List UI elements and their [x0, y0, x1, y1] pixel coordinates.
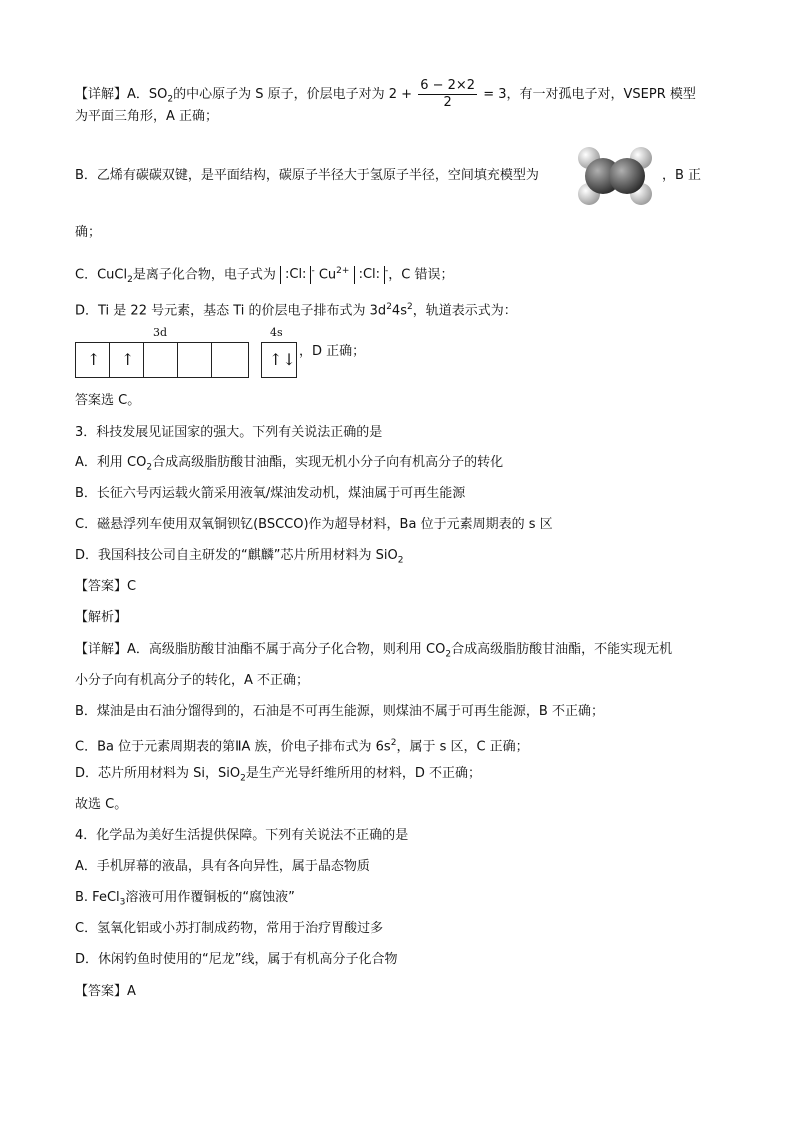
- text: 溶液可用作覆铜板的“腐蚀液”: [125, 890, 295, 905]
- detail-a-line2: [75, 108, 218, 126]
- subscript: 2: [445, 649, 452, 660]
- text: B．乙烯有碳碳双键，是平面结构，碳原子半径大于氢原子半径，空间填充模型为: [75, 168, 539, 183]
- text: 答案选 C。: [75, 393, 141, 408]
- text: D．休闲钓鱼时使用的“尼龙”线，属于有机高分子化合物: [75, 952, 398, 967]
- q3-conclusion: [75, 796, 127, 814]
- text: 3．科技发展见证国家的强大。下列有关说法正确的是: [75, 425, 383, 440]
- text: :Cl:: [284, 267, 307, 283]
- q3-detail-d: [75, 765, 481, 788]
- text: D．我国科技公司自主研发的“麒麟”芯片所用材料为 SiO: [75, 548, 398, 563]
- text: ，D 正确；: [299, 344, 366, 359]
- text: 【答案】C: [75, 579, 137, 594]
- q3-option-b: [75, 485, 465, 503]
- text: ，轨道表示式为：: [412, 303, 517, 319]
- q3-option-a: [75, 454, 503, 477]
- text: 【详解】A．高级脂肪酸甘油酯不属于高分子化合物，则利用 CO: [75, 642, 446, 657]
- text: C．氢氧化铝或小苏打制成药物，常用于治疗胃酸过多: [75, 921, 384, 936]
- q3-answer: [75, 578, 136, 596]
- q3-detail-a: [75, 641, 672, 664]
- text: B．煤油是由石油分馏得到的，石油是不可再生能源，则煤油不属于可再生能源，B 不正确；: [75, 704, 604, 719]
- text: B．长征六号丙运载火箭采用液氧/煤油发动机，煤油属于可再生能源: [75, 486, 466, 501]
- up-arrow-icon: ↑: [121, 350, 135, 369]
- text: 确；: [75, 225, 102, 240]
- q3-detail-b: [75, 703, 604, 721]
- chloride-electron-formula: [354, 266, 385, 284]
- text: 是生产光导纤维所用的材料，D 不正确；: [245, 766, 481, 781]
- subscript: 2: [146, 462, 153, 473]
- up-down-arrow-icon: ↑↓: [269, 350, 296, 369]
- copper-symbol: Cu: [318, 267, 337, 283]
- text: ，属于 s 区，C 正确；: [396, 739, 529, 755]
- chloride-electron-formula: [280, 266, 311, 284]
- text: C．Ba 位于元素周期表的第ⅡA 族，价电子排布式为 6s: [75, 739, 391, 755]
- q4-option-a: [75, 858, 370, 876]
- text: B. FeCl: [75, 890, 120, 905]
- subscript: 2: [240, 773, 246, 784]
- fraction-numerator: 6 − 2×2: [420, 78, 476, 93]
- answer-line: [75, 392, 140, 410]
- text: A．利用 CO: [75, 455, 147, 470]
- orbital-label-3d: 3d: [153, 326, 168, 339]
- detail-d-line: [75, 298, 517, 320]
- text: C．CuCl: [75, 267, 128, 283]
- text: ，B 正: [662, 168, 702, 183]
- subscript: 2: [127, 274, 133, 285]
- q4-option-d: [75, 951, 397, 969]
- q3-detail-c: [75, 734, 529, 756]
- charge: -: [385, 266, 389, 276]
- ethylene-space-filling-model-icon: [572, 145, 658, 207]
- text: 【解析】: [75, 610, 128, 625]
- orbital-3d-boxes: [75, 342, 249, 378]
- charge: -: [311, 266, 315, 276]
- q4-option-b: [75, 889, 295, 912]
- question-4: [75, 827, 408, 845]
- orbital-cell: [76, 343, 110, 377]
- text: D．芯片所用材料为 Si，SiO: [75, 766, 241, 781]
- orbital-4s-box: [261, 342, 297, 378]
- q4-option-c: [75, 920, 383, 938]
- text: 合成高级脂肪酸甘油酯，实现无机小分子向有机高分子的转化: [152, 455, 504, 470]
- subscript: 2: [167, 94, 174, 105]
- text: 合成高级脂肪酸甘油酯，不能实现无机: [451, 642, 673, 657]
- text: 4s: [391, 303, 407, 319]
- q3-analysis-heading: [75, 609, 127, 627]
- detail-b-line1-end: [662, 167, 701, 185]
- text: A．手机屏幕的液晶，具有各向异性，属于晶态物质: [75, 859, 370, 874]
- superscript: 2: [386, 302, 392, 312]
- question-3: [75, 424, 382, 442]
- detail-b-line2: [75, 224, 101, 242]
- text: = 3，有一对孤电子对，VSEPR 模型: [479, 87, 696, 102]
- charge: 2+: [336, 266, 350, 276]
- orbital-cell: [144, 343, 178, 377]
- text: 是离子化合物，电子式为: [132, 267, 276, 283]
- detail-c-line: [75, 262, 454, 289]
- text: :Cl:: [358, 267, 381, 283]
- detail-b-line1: [75, 167, 539, 185]
- q3-option-c: [75, 516, 553, 534]
- detail-a-line1: [75, 78, 696, 111]
- text: 的中心原子为 S 原子，价层电子对为 2 +: [173, 87, 413, 102]
- subscript: 2: [397, 555, 404, 566]
- text: ，C 错误；: [388, 267, 454, 283]
- text: 故选 C。: [75, 797, 128, 812]
- orbital-after-text: [299, 343, 365, 361]
- orbital-cell: [212, 343, 246, 377]
- q4-answer: [75, 983, 136, 1001]
- text: 为平面三角形，A 正确；: [75, 109, 219, 124]
- q3-option-d: [75, 547, 403, 570]
- fraction: [418, 78, 477, 111]
- text: 小分子向有机高分子的转化，A 不正确；: [75, 673, 310, 688]
- fraction-denominator: 2: [443, 95, 452, 110]
- text: C．磁悬浮列车使用双氧铜钡钇(BSCCO)作为超导材料，Ba 位于元素周期表的 s 区: [75, 517, 553, 532]
- text: D．Ti 是 22 号元素，基态 Ti 的价层电子排布式为 3d: [75, 303, 387, 319]
- text: 【详解】A．SO: [75, 87, 168, 102]
- orbital-cell: [178, 343, 212, 377]
- superscript: 2: [406, 302, 413, 312]
- superscript: 2: [390, 738, 397, 748]
- up-arrow-icon: ↑: [87, 350, 101, 369]
- subscript: 3: [119, 897, 126, 908]
- orbital-cell: [110, 343, 144, 377]
- text: 【答案】A: [75, 984, 136, 999]
- text: 4．化学品为美好生活提供保障。下列有关说法不正确的是: [75, 828, 409, 843]
- q3-detail-a2: [75, 672, 309, 690]
- orbital-label-4s: 4s: [270, 326, 283, 339]
